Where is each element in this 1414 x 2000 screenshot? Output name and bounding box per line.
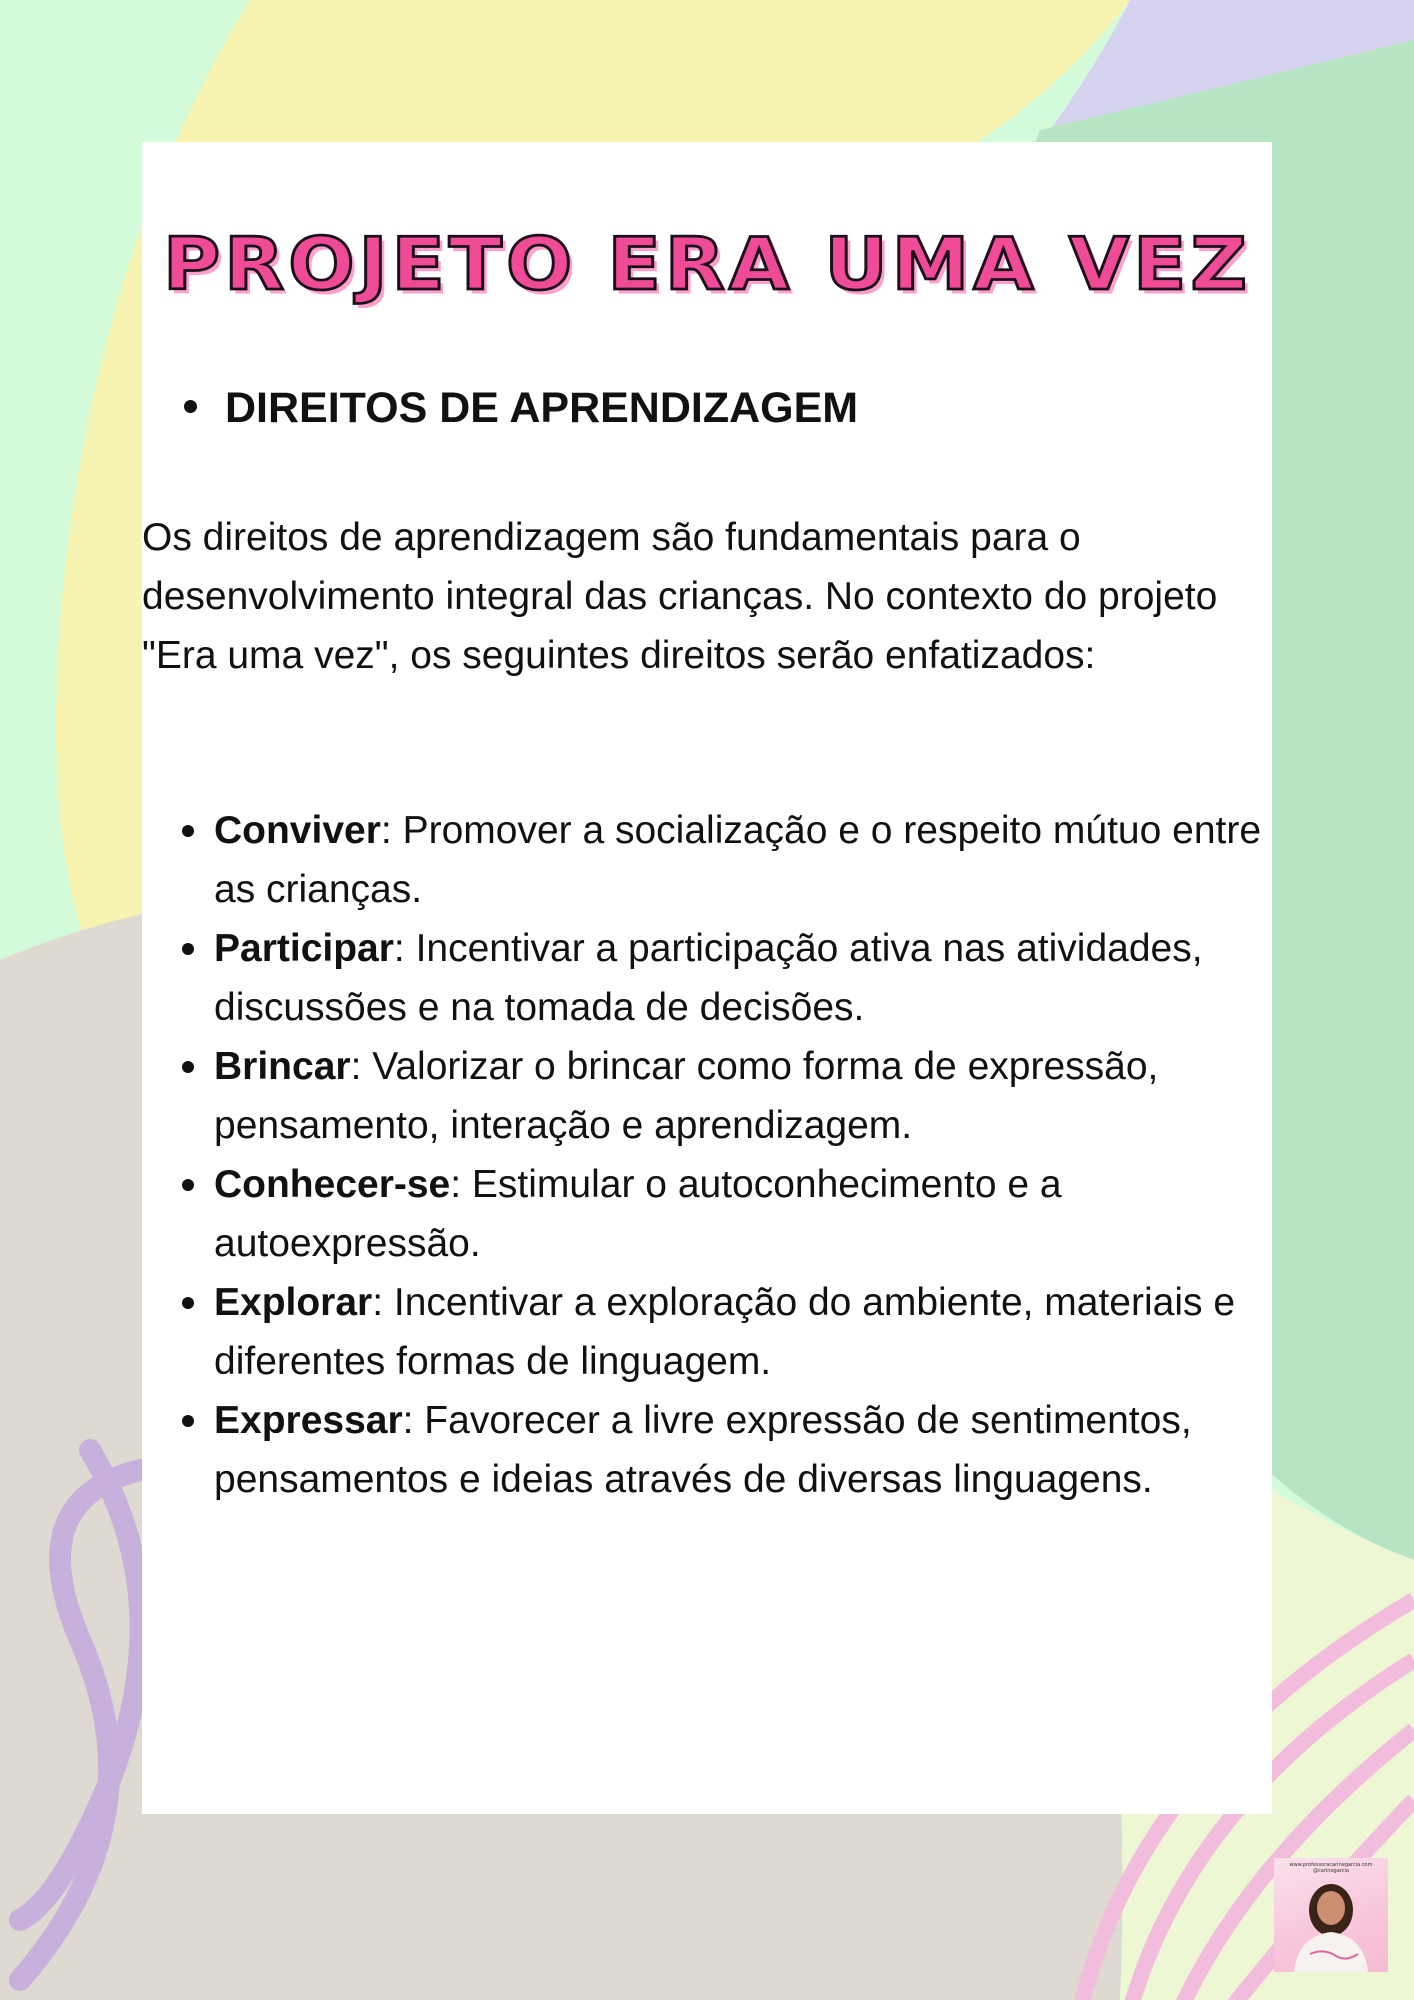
right-term: Explorar [214, 1281, 373, 1324]
right-description: : Favorecer a livre expressão de sentimentos, pensamentos e ideias através de diversas linguagens. [214, 1399, 1192, 1501]
right-description: : Estimular o autoconhecimento e a autoexpressão. [214, 1163, 1062, 1265]
bullet-icon [182, 1061, 194, 1073]
intro-paragraph: Os direitos de aprendizagem são fundamentais para o desenvolvimento integral das crianças. No contexto do projeto "Era uma vez", os seguintes direitos serão enfatizados: [142, 516, 1218, 677]
list-item [214, 919, 1274, 1037]
right-description: : Incentivar a participação ativa nas atividades, discussões e na tomada de decisões. [214, 927, 1203, 1029]
right-term: Brincar [214, 1045, 351, 1088]
right-description: : Incentivar a exploração do ambiente, materiais e diferentes formas de linguagem. [214, 1281, 1236, 1383]
list-item [214, 1273, 1274, 1391]
bullet-icon [182, 1179, 194, 1191]
page-title: PROJETO ERA UMA VEZ [162, 223, 1252, 307]
bullet-icon [182, 943, 194, 955]
right-term: Participar [214, 927, 394, 970]
right-term: Conhecer-se [214, 1163, 451, 1206]
right-term: Conviver [214, 809, 381, 852]
right-term: Expressar [214, 1399, 403, 1442]
list-item [214, 1037, 1274, 1155]
list-item [214, 1155, 1274, 1273]
author-badge [1274, 1858, 1388, 1972]
bullet-icon [184, 400, 197, 413]
right-description: : Valorizar o brincar como forma de expressão, pensamento, interação e aprendizagem. [214, 1045, 1159, 1147]
badge-handle: @carinegarcia [1313, 1868, 1349, 1874]
author-portrait-icon [1274, 1858, 1388, 1972]
list-item [214, 801, 1274, 919]
section-heading [184, 384, 858, 433]
section-heading-label: DIREITOS DE APRENDIZAGEM [225, 384, 859, 432]
badge-url: www.professoracarinegarcia.com [1289, 1862, 1373, 1868]
rights-list [214, 801, 1274, 1509]
bullet-icon [182, 825, 194, 837]
bullet-icon [182, 1415, 194, 1427]
bullet-icon [182, 1297, 194, 1309]
right-description: : Promover a socialização e o respeito mútuo entre as crianças. [214, 809, 1262, 911]
list-item [214, 1391, 1274, 1509]
